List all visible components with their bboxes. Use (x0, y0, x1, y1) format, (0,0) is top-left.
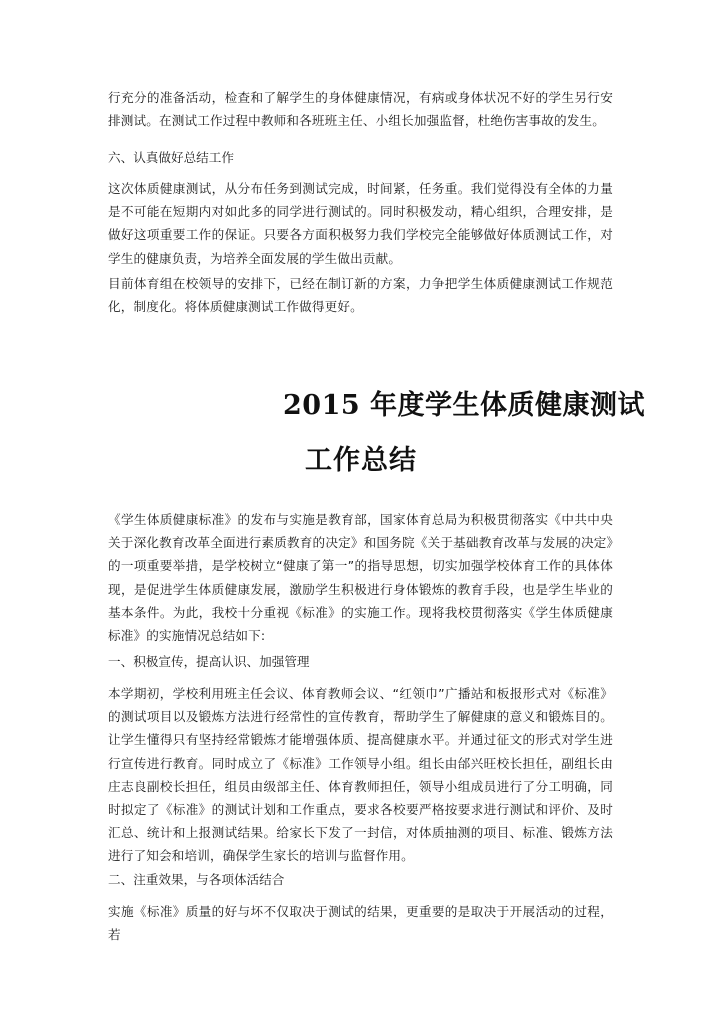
intro-paragraph: 《学生体质健康标准》的发布与实施是教育部，国家体育总局为积极贯彻落实《中共中央关于深化教育改革全面进行素质教育的决定》和国务院《关于基础教育改革与发展的决定》的一项重要举措，是学校树立“健康了第一”的指导思想，切实加强学校体育工作的具体体现，是促进学生体质健康发展，激励学生积极进行身体锻炼的教育手段，也是学生毕业的基本条件。为此，我校十分重视《标准》的实施工作。现将我校贯彻落实《学生体质健康标准》的实施情况总结如下: (108, 512, 613, 644)
document-title-line-1: 2015 年度学生体质健康测试 (283, 390, 646, 421)
document-title-line-2: 工作总结 (305, 445, 417, 476)
closing-paragraph: 目前体育组在校领导的安排下，已经在制订新的方案，力争把学生体质健康测试工作规范化，制度化。将体质健康测试工作做得更好。 (108, 276, 613, 315)
intro-continuation-paragraph: 行充分的准备活动，检查和了解学生的身体健康情况，有病或身体状况不好的学生另行安排测试。在测试工作过程中教师和各班班主任、小组长加强监督，杜绝伤害事故的发生。 (108, 90, 613, 129)
section-2-paragraph: 实施《标准》质量的好与坏不仅取决于测试的结果，更重要的是取决于开展活动的过程，若 (108, 904, 613, 943)
section-2-heading: 二、注重效果，与各项体活结合 (108, 872, 285, 887)
section-1-heading: 一、积极宣传，提高认识、加强管理 (108, 654, 310, 669)
section-6-heading: 六、认真做好总结工作 (108, 150, 234, 165)
section-6-paragraph: 这次体质健康测试，从分布任务到测试完成，时间紧，任务重。我们觉得没有全体的力量是不可能在短期内对如此多的同学进行测试的。同时积极发动，精心组织，合理安排，是做好这项重要工作的保证。只要各方面积极努力我们学校完全能够做好体质测试工作，对学生的健康负责，为培养全面发展的学生做出贡献。 (108, 181, 613, 266)
section-1-paragraph: 本学期初，学校利用班主任会议、体育教师会议、“红领巾”广播站和板报形式对《标准》的测试项目以及锻炼方法进行经常性的宣传教育，帮助学生了解健康的意义和锻炼目的。让学生懂得只有坚持经常锻炼才能增强体质、提高健康水平。并通过征文的形式对学生进行宣传进行教育。同时成立了《标准》工作领导小组。组长由邰兴旺校长担任，副组长由庄志良副校长担任，组员由级部主任、体育教师担任，领导小组成员进行了分工明确，同时拟定了《标准》的测试计划和工作重点，要求各校要严格按要求进行测试和评价、及时汇总、统计和上报测试结果。给家长下发了一封信，对体质抽测的项目、标准、锻炼方法进行了知会和培训，确保学生家长的培训与监督作用。 (108, 686, 613, 864)
